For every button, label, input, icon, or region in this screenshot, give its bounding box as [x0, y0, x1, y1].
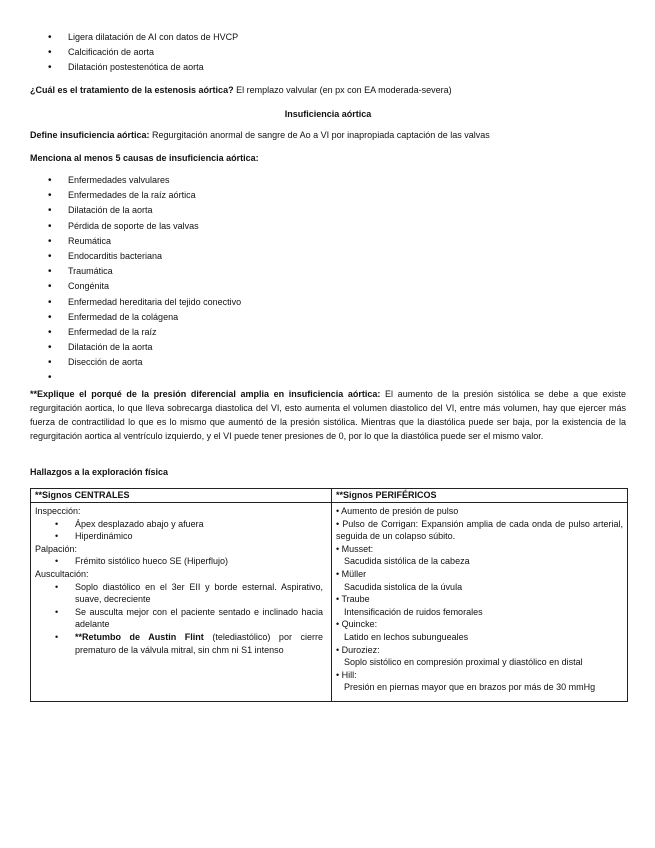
list-item: • Enfermedad de la raíz: [30, 325, 630, 340]
austin-label: **Retumbo de Austin Flint: [75, 631, 204, 642]
list-item: • Pérdida de soporte de las valvas: [30, 219, 630, 234]
top-bullet-list: [30, 30, 630, 76]
list-item: • Ligera dilatación de AI con datos de HVCP: [30, 30, 630, 45]
peripheral-signs-column: [332, 489, 627, 701]
auscultacion-label: Auscultación:: [35, 568, 89, 579]
list-item: • Hill:: [336, 669, 357, 680]
hallazgos-heading: Hallazgos a la exploración física: [30, 467, 169, 477]
list-item: Presión en piernas mayor que en brazos por más de 30 mmHg: [344, 682, 596, 693]
peripheral-signs-cell: [332, 503, 627, 696]
list-item: • Quincke:: [336, 619, 378, 630]
list-item: • Ápex desplazado abajo y afuera: [35, 518, 327, 531]
treatment-question: [30, 84, 626, 97]
list-item: Intensificación de ruidos femorales: [344, 606, 483, 617]
answer-text: El remplazo valvular (en px con EA moderada-severa): [233, 85, 452, 95]
inspeccion-label: Inspección:: [35, 506, 81, 516]
list-item: [35, 631, 327, 656]
list-item: • Enfermedad de la colágena: [30, 310, 630, 325]
list-item: • Müller: [336, 568, 367, 579]
list-item: • Aumento de presión de pulso: [336, 506, 459, 516]
list-item: • Soplo diastólico en el 3er EII y borde esternal. Aspirativo, suave, decreciente: [35, 581, 327, 606]
section-title: Insuficiencia aórtica: [284, 109, 372, 119]
list-item: • Enfermedades valvulares: [30, 173, 630, 188]
causes-list: [30, 173, 630, 386]
central-signs-column: [31, 489, 332, 701]
central-signs-cell: [31, 503, 331, 658]
answer-text: Regurgitación anormal de sangre de Ao a VI por inapropiada captación de las valvas: [149, 130, 490, 140]
table-header-central: **Signos CENTRALES: [31, 489, 331, 503]
list-item: • Disección de aorta: [30, 355, 630, 370]
table-header-peripheral: **Signos PERIFÉRICOS: [332, 489, 627, 503]
list-item: • Endocarditis bacteriana: [30, 249, 630, 264]
list-item: • Dilatación de la aorta: [30, 203, 630, 218]
list-item: Soplo sistólico en compresión proximal y diastólico en distal: [344, 657, 583, 668]
list-item: • Reumática: [30, 234, 630, 249]
question-label: Define insuficiencia aórtica:: [30, 130, 150, 140]
define-question: [30, 129, 626, 142]
list-item: • Duroziez:: [336, 644, 380, 655]
question-label: ¿Cuál es el tratamiento de la estenosis aórtica?: [30, 85, 234, 95]
austin-text: (telediastólico) por cierre prematuro de la válvula mitral, sin chm ni S1 intenso: [75, 631, 323, 655]
causes-question: Menciona al menos 5 causas de insuficiencia aórtica:: [30, 153, 259, 163]
signs-table: [30, 488, 628, 702]
list-item: • Dilatación postestenótica de aorta: [30, 60, 630, 75]
list-item: • Enfermedad hereditaria del tejido conectivo: [30, 295, 630, 310]
list-item: Latido en lechos subungueales: [344, 631, 469, 642]
explain-paragraph: [30, 387, 626, 443]
list-item: • Enfermedades de la raíz aórtica: [30, 188, 630, 203]
list-item: • Se ausculta mejor con el paciente sentado e inclinado hacia adelante: [35, 606, 327, 631]
list-item: • Hiperdinámico: [35, 530, 327, 543]
list-item: • Musset:: [336, 543, 374, 554]
list-item: • Calcificación de aorta: [30, 45, 630, 60]
palpacion-label: Palpación:: [35, 543, 78, 554]
list-item: • Dilatación de la aorta: [30, 340, 630, 355]
list-item: • Traumática: [30, 264, 630, 279]
list-item: • Congénita: [30, 279, 630, 294]
question-label: **Explique el porqué de la presión diferencial amplia en insuficiencia aórtica:: [30, 389, 381, 399]
list-item: • Pulso de Corrigan: Expansión amplia de cada onda de pulso arterial, seguida de un colapso súbito.: [336, 518, 623, 542]
list-item: Sacudida sistolica de la úvula: [344, 581, 463, 592]
answer-text: El aumento de la presión sistólica se debe a que existe regurgitación aortica, lo que lleva sobrecarga diastolica del VI, esto aumenta el volumen diastolico del VI, entre más volumen, hay que ejercer más fuerza de contractilidad lo que es lo mismo que aumentó de la presión sistólica. Mientras que la diastólica puede ser baja, por la existencia de la regurgitación aortica al ventrículo izquierdo, y el VI puede tener presiones de 0, por lo que la diastólica puede ser el mismo valor.: [30, 389, 626, 441]
list-item: [30, 370, 630, 385]
list-item: Sacudida sistólica de la cabeza: [344, 556, 470, 567]
list-item: • Frémito sistólico hueco SE (Hiperflujo): [35, 555, 327, 568]
list-item: • Traube: [336, 594, 370, 605]
